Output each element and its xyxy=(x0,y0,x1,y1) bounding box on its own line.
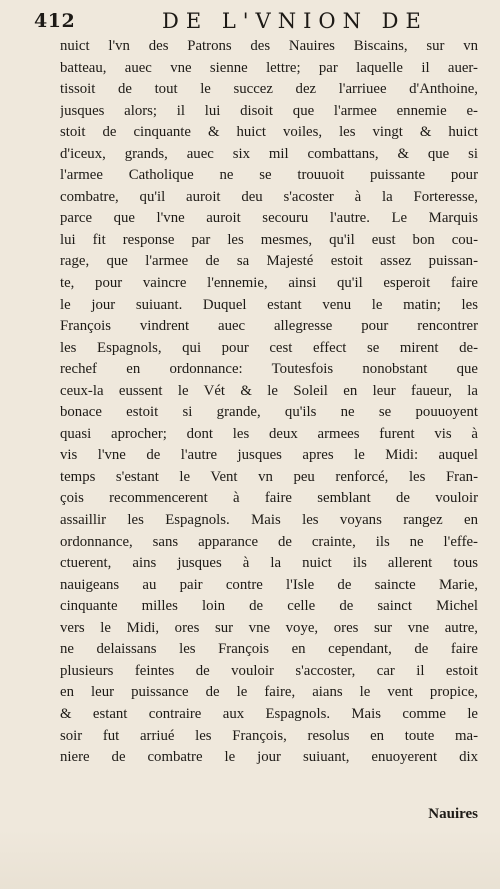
text-line: quasi aprocher; dont les deux armees furent vis à xyxy=(60,425,478,442)
text-line: combatre, qu'il auroit deu s'acoster à la Forteresse, xyxy=(60,188,478,205)
running-head: DE L'VNION DE xyxy=(162,9,428,33)
text-line: rage, que l'armee de sa Majesté estoit assez puissan- xyxy=(60,253,478,270)
text-line: tissoit de tout le succez dez l'arriuee d'Anthoine, xyxy=(60,81,478,98)
page-header xyxy=(34,8,480,36)
text-line: ne delaissans les François en cependant, de faire xyxy=(60,641,478,658)
text-line: vers le Midi, ores sur vne voye, ores sur vne autre, xyxy=(60,619,478,636)
text-line: lui fit response par les mesmes, qu'il eust bon cou- xyxy=(60,231,478,248)
text-line: ctuerent, ains jusques à la nuict ils allerent tous xyxy=(60,555,478,572)
text-line: le jour suiuant. Duquel estant venu le matin; les xyxy=(60,296,478,313)
text-line: vis l'vne de l'autre jusques apres le Midi: auquel xyxy=(60,447,478,464)
text-line: les Espagnols, qui pour cest effect se mirent de- xyxy=(60,339,478,356)
paper-shading xyxy=(0,829,500,889)
page-number: 412 xyxy=(34,10,76,32)
text-line: nauigeans au pair contre l'Isle de saincte Marie, xyxy=(60,576,478,593)
text-line: jusques alors; il lui disoit que l'armee ennemie e- xyxy=(60,102,478,119)
text-line: en leur puissance de le faire, aians le vent propice, xyxy=(60,684,478,701)
text-line: ceux-la eussent le Vét & le Soleil en leur faueur, la xyxy=(60,382,478,399)
text-line: nuict l'vn des Patrons des Nauires Biscains, sur vn xyxy=(60,38,478,54)
text-line: çois recommencerent à faire semblant de vouloir xyxy=(60,490,478,507)
text-line: & estant contraire aux Espagnols. Mais comme le xyxy=(60,705,478,722)
text-line: niere de combatre le jour suiuant, enuoyerent dix xyxy=(60,749,478,766)
text-line: batteau, auec vne sienne lettre; par laquelle il auer- xyxy=(60,59,478,76)
text-line: temps s'estant le Vent vn peu renforcé, les Fran- xyxy=(60,468,478,485)
text-line: stoit de cinquante & huict voiles, les vingt & huict xyxy=(60,124,478,141)
text-line: ordonnance, sans apparance de crainte, ils ne l'effe- xyxy=(60,533,478,550)
text-line: l'armee Catholique ne se trouuoit puissante pour xyxy=(60,167,478,184)
text-line: te, pour vaincre l'ennemie, ainsi qu'il esperoit faire xyxy=(60,275,478,292)
text-line: assaillir les Espagnols. Mais les voyans rangez en xyxy=(60,512,478,529)
text-line: d'iceux, grands, auec six mil combattans, & que si xyxy=(60,145,478,162)
text-line: bonace estoit si grande, qu'ils ne se pouuoyent xyxy=(60,404,478,421)
body-text xyxy=(60,36,478,769)
text-line: cinquante milles loin de celle de sainct Michel xyxy=(60,598,478,615)
text-line: François vindrent auec allegresse pour rencontrer xyxy=(60,318,478,335)
text-line: plusieurs feintes de vouloir s'accoster, car il estoit xyxy=(60,662,478,679)
text-line: soir fut arriué les François, resolus en toute ma- xyxy=(60,727,478,744)
text-line: rechef en ordonnance: Toutesfois nonobstant que xyxy=(60,361,478,378)
text-line: parce que l'vne auroit secouru l'autre. Le Marquis xyxy=(60,210,478,227)
catchword: Nauires xyxy=(428,806,478,822)
